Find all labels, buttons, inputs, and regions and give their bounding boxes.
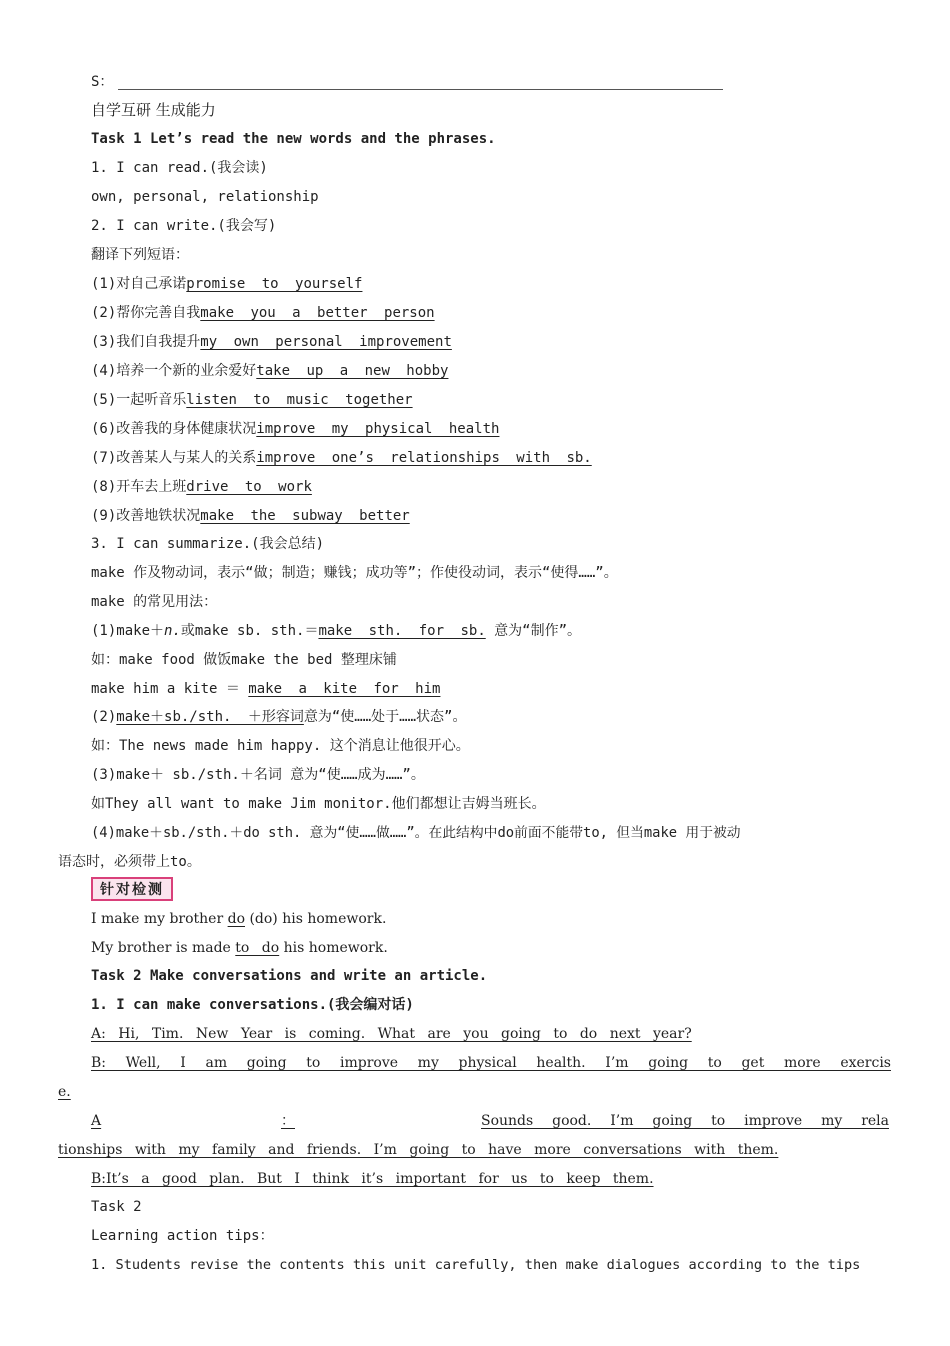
phrase-prompt: (6)改善我的身体健康状况 xyxy=(91,421,257,437)
phrase-answer: improve one’s relationships with sb. xyxy=(256,450,592,466)
phrase-item xyxy=(91,419,499,439)
usage-1-text: (1)make＋ xyxy=(91,623,165,639)
s-answer-line xyxy=(118,89,723,90)
phrase-item xyxy=(91,390,413,410)
phrase-answer: my own personal improvement xyxy=(200,334,452,350)
phrase-item xyxy=(91,361,448,381)
conv-b1-line1: B: Well, I am going to improve my physical health. I’m going to get more exercis xyxy=(91,1055,891,1071)
conv-a2-colon: ： xyxy=(281,1113,295,1129)
phrase-prompt: (2)帮你完善自我 xyxy=(91,305,201,321)
phrase-answer: drive to work xyxy=(186,479,312,495)
usage-3: (3)make＋ sb./sth.＋名词 意为“使……成为……”。 xyxy=(91,767,425,783)
read-words: own, personal, relationship xyxy=(91,189,319,205)
write-instruction: 翻译下列短语： xyxy=(91,247,189,263)
summarize-label: 3. I can summarize.(我会总结) xyxy=(91,536,325,552)
phrase-item xyxy=(91,448,592,468)
task2-heading: Task 2 Make conversations and write an article. xyxy=(91,968,488,984)
usage-title: make 的常见用法： xyxy=(91,594,218,610)
section-heading: 自学互研 生成能力 xyxy=(91,101,216,119)
task2-sub-heading: Task 2 xyxy=(91,1199,142,1215)
example-2 xyxy=(91,679,440,699)
example-4: 如They all want to make Jim monitor.他们都想让吉姆当班长。 xyxy=(91,796,546,812)
phrase-item xyxy=(91,477,312,497)
conv-b2: B:It’s a good plan. But I think it’s important for us to keep them. xyxy=(91,1171,654,1187)
phrase-item xyxy=(91,303,435,323)
usage-1-text-b: 或make sb. sth.＝ xyxy=(180,623,319,639)
phrase-answer: improve my physical health xyxy=(256,421,500,437)
check-sentence-2 xyxy=(91,938,388,958)
conv-a2-line2: tionships with my family and friends. I’m going to have more conversations with them. xyxy=(58,1142,779,1158)
phrase-prompt: (4)培养一个新的业余爱好 xyxy=(91,363,257,379)
check-2-answer: to do xyxy=(235,940,280,956)
example-2-text: make him a kite ＝ xyxy=(91,681,249,697)
tip-1: 1. Students revise the contents this unit carefully, then make dialogues according to the tips xyxy=(91,1257,861,1273)
conv-b1-line2: e. xyxy=(58,1084,71,1100)
conv-a2-text: Sounds good. I’m going to improve my rela xyxy=(481,1113,889,1129)
conv-a2-speaker: A xyxy=(91,1113,102,1129)
example-1: 如：make food 做饭make the bed 整理床铺 xyxy=(91,652,397,668)
phrase-answer: take up a new hobby xyxy=(256,363,449,379)
tips-label: Learning action tips： xyxy=(91,1228,274,1244)
example-3: 如：The news made him happy. 这个消息让他很开心。 xyxy=(91,738,470,754)
check-1-text: I make my brother xyxy=(91,911,228,927)
conv-a2-line1 xyxy=(91,1111,891,1131)
usage-1 xyxy=(91,621,581,641)
check-sentence-1 xyxy=(91,909,386,929)
summarize-intro: make 作及物动词，表示“做；制造；赚钱；成功等”；作使役动词，表示“使得……”。 xyxy=(91,565,618,581)
example-2-answer: make a kite for him xyxy=(248,681,441,697)
phrase-prompt: (7)改善某人与某人的关系 xyxy=(91,450,257,466)
usage-2-answer: make＋sb./sth. ＋形容词 xyxy=(116,709,304,725)
check-1-rest: (do) his homework. xyxy=(245,911,387,927)
phrase-prompt: (8)开车去上班 xyxy=(91,479,187,495)
conv-label: 1. I can make conversations.(我会编对话) xyxy=(91,997,414,1013)
phrase-item xyxy=(91,506,410,526)
phrase-prompt: (1)对自己承诺 xyxy=(91,276,187,292)
check-badge: 针对检测 xyxy=(91,877,173,901)
usage-2-meaning: 意为“使……处于……状态”。 xyxy=(303,709,467,725)
check-2-rest: his homework. xyxy=(279,940,388,956)
phrase-answer: make the subway better xyxy=(200,508,410,524)
task1-heading: Task 1 Let’s read the new words and the phrases. xyxy=(91,131,496,147)
read-label: 1. I can read.(我会读) xyxy=(91,160,268,176)
phrase-answer: make you a better person xyxy=(200,305,435,321)
usage-4-line2: 语态时，必须带上to。 xyxy=(58,854,201,870)
usage-4-line1: (4)make＋sb./sth.＋do sth. 意为“使……做……”。在此结构中do前面不能带to, 但当make 用于被动 xyxy=(91,825,741,841)
usage-1-answer: make sth. for sb. xyxy=(318,623,486,639)
phrase-answer: promise to yourself xyxy=(186,276,363,292)
usage-2 xyxy=(91,707,466,727)
conv-a1: A: Hi, Tim. New Year is coming. What are you going to do next year? xyxy=(91,1026,692,1042)
check-1-answer: do xyxy=(227,911,245,927)
write-label: 2. I can write.(我会写) xyxy=(91,218,277,234)
phrase-prompt: (9)改善地铁状况 xyxy=(91,508,201,524)
check-2-text: My brother is made xyxy=(91,940,236,956)
phrase-item xyxy=(91,274,362,294)
phrase-prompt: (5)一起听音乐 xyxy=(91,392,187,408)
usage-1-noun: n. xyxy=(164,623,181,639)
phrase-item xyxy=(91,332,452,352)
s-label: S： xyxy=(91,74,114,90)
usage-2-num: (2) xyxy=(91,709,117,725)
phrase-prompt: (3)我们自我提升 xyxy=(91,334,201,350)
usage-1-meaning: 意为“制作”。 xyxy=(485,623,582,639)
phrase-answer: listen to music together xyxy=(186,392,413,408)
